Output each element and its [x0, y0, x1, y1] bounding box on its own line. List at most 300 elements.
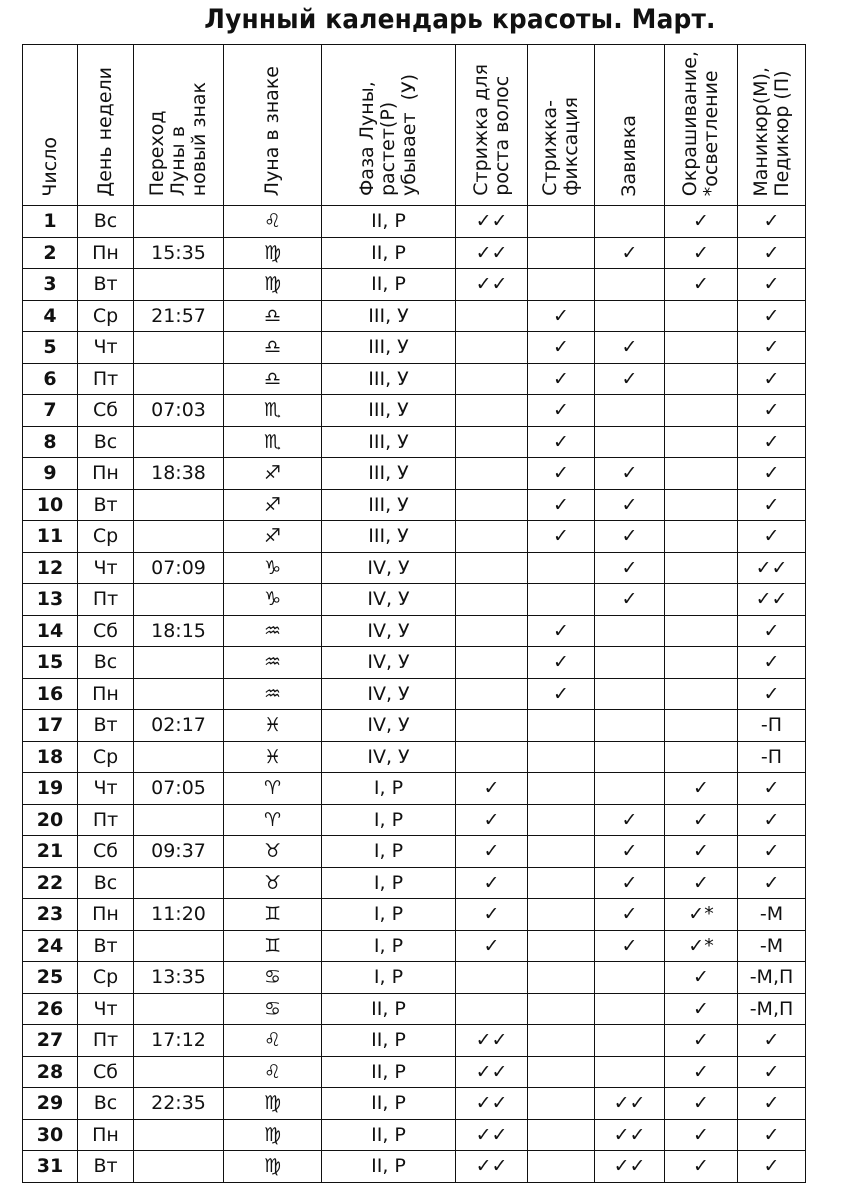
perm-mark: ✓	[595, 458, 665, 490]
manicure-mark: ✓	[738, 1088, 806, 1120]
day-number: 20	[23, 804, 78, 836]
table-row	[23, 426, 806, 458]
coloring-mark: ✓*	[665, 930, 738, 962]
day-number: 1	[23, 206, 78, 238]
perm-mark	[595, 206, 665, 238]
table-row	[23, 1056, 806, 1088]
manicure-mark: ✓	[738, 1056, 806, 1088]
coloring-mark: ✓	[665, 269, 738, 301]
growth-haircut-mark	[456, 426, 528, 458]
header-number: Число	[23, 45, 78, 206]
growth-haircut-mark	[456, 458, 528, 490]
manicure-mark: ✓	[738, 300, 806, 332]
manicure-mark: ✓	[738, 1025, 806, 1057]
zodiac-sign-icon: ♍	[224, 269, 322, 301]
perm-mark	[595, 395, 665, 427]
day-number: 28	[23, 1056, 78, 1088]
coloring-mark: ✓	[665, 1025, 738, 1057]
moon-phase: IV, У	[322, 710, 456, 742]
weekday: Пн	[78, 458, 134, 490]
weekday: Сб	[78, 836, 134, 868]
perm-mark	[595, 300, 665, 332]
day-number: 11	[23, 521, 78, 553]
moon-phase: III, У	[322, 395, 456, 427]
fixation-haircut-mark	[528, 1025, 595, 1057]
fixation-haircut-mark	[528, 269, 595, 301]
moon-phase: IV, У	[322, 615, 456, 647]
weekday: Пн	[78, 678, 134, 710]
coloring-mark	[665, 300, 738, 332]
table-row	[23, 710, 806, 742]
coloring-mark: ✓	[665, 1088, 738, 1120]
header-manicure: Маникюр(М), Педикюр (П)	[738, 45, 806, 206]
growth-haircut-mark: ✓	[456, 773, 528, 805]
table-row	[23, 458, 806, 490]
transition-time: 15:35	[134, 237, 224, 269]
perm-mark: ✓	[595, 237, 665, 269]
manicure-mark: ✓	[738, 647, 806, 679]
day-number: 3	[23, 269, 78, 301]
fixation-haircut-mark: ✓	[528, 363, 595, 395]
moon-phase: III, У	[322, 363, 456, 395]
manicure-mark: -М	[738, 930, 806, 962]
growth-haircut-mark: ✓	[456, 836, 528, 868]
transition-time	[134, 521, 224, 553]
weekday: Чт	[78, 773, 134, 805]
table-row	[23, 300, 806, 332]
manicure-mark: ✓	[738, 237, 806, 269]
growth-haircut-mark: ✓✓	[456, 206, 528, 238]
day-number: 8	[23, 426, 78, 458]
manicure-mark: -М,П	[738, 962, 806, 994]
table-row	[23, 647, 806, 679]
weekday: Вс	[78, 1088, 134, 1120]
day-number: 24	[23, 930, 78, 962]
table-row	[23, 1151, 806, 1183]
moon-phase: IV, У	[322, 647, 456, 679]
perm-mark: ✓	[595, 867, 665, 899]
transition-time	[134, 741, 224, 773]
transition-time: 17:12	[134, 1025, 224, 1057]
fixation-haircut-mark	[528, 899, 595, 931]
growth-haircut-mark: ✓	[456, 867, 528, 899]
day-number: 5	[23, 332, 78, 364]
table-row	[23, 804, 806, 836]
coloring-mark	[665, 395, 738, 427]
coloring-mark	[665, 552, 738, 584]
growth-haircut-mark: ✓	[456, 899, 528, 931]
transition-time	[134, 363, 224, 395]
perm-mark	[595, 1025, 665, 1057]
day-number: 31	[23, 1151, 78, 1183]
table-row	[23, 206, 806, 238]
growth-haircut-mark	[456, 552, 528, 584]
moon-phase: III, У	[322, 300, 456, 332]
moon-phase: I, Р	[322, 773, 456, 805]
coloring-mark: ✓	[665, 836, 738, 868]
manicure-mark: ✓	[738, 615, 806, 647]
table-row	[23, 678, 806, 710]
fixation-haircut-mark: ✓	[528, 426, 595, 458]
transition-time	[134, 804, 224, 836]
moon-phase: III, У	[322, 521, 456, 553]
manicure-mark: ✓	[738, 678, 806, 710]
coloring-mark	[665, 584, 738, 616]
zodiac-sign-icon: ♌	[224, 206, 322, 238]
zodiac-sign-icon: ♈	[224, 773, 322, 805]
table-row	[23, 552, 806, 584]
weekday: Вс	[78, 647, 134, 679]
zodiac-sign-icon: ♏	[224, 395, 322, 427]
table-body	[23, 206, 806, 1183]
growth-haircut-mark: ✓✓	[456, 1025, 528, 1057]
moon-phase: III, У	[322, 332, 456, 364]
growth-haircut-mark: ✓✓	[456, 237, 528, 269]
weekday: Чт	[78, 993, 134, 1025]
coloring-mark: ✓	[665, 962, 738, 994]
header-moon-sign: Луна в знаке	[224, 45, 322, 206]
weekday: Пн	[78, 899, 134, 931]
manicure-mark: -П	[738, 710, 806, 742]
fixation-haircut-mark: ✓	[528, 615, 595, 647]
moon-phase: II, Р	[322, 1056, 456, 1088]
moon-phase: II, Р	[322, 1088, 456, 1120]
manicure-mark: ✓	[738, 206, 806, 238]
transition-time	[134, 867, 224, 899]
manicure-mark: ✓✓	[738, 584, 806, 616]
table-row	[23, 237, 806, 269]
perm-mark: ✓	[595, 521, 665, 553]
manicure-mark: ✓	[738, 458, 806, 490]
table-row	[23, 993, 806, 1025]
day-number: 26	[23, 993, 78, 1025]
transition-time	[134, 584, 224, 616]
weekday: Вт	[78, 269, 134, 301]
weekday: Пт	[78, 804, 134, 836]
fixation-haircut-mark	[528, 962, 595, 994]
perm-mark	[595, 710, 665, 742]
coloring-mark	[665, 615, 738, 647]
fixation-haircut-mark	[528, 804, 595, 836]
moon-phase: I, Р	[322, 962, 456, 994]
zodiac-sign-icon: ♐	[224, 489, 322, 521]
coloring-mark	[665, 741, 738, 773]
fixation-haircut-mark: ✓	[528, 678, 595, 710]
manicure-mark: ✓	[738, 395, 806, 427]
table-row	[23, 584, 806, 616]
weekday: Сб	[78, 1056, 134, 1088]
header-transition: Переход Луны в новый знак	[134, 45, 224, 206]
moon-phase: I, Р	[322, 836, 456, 868]
zodiac-sign-icon: ♎	[224, 332, 322, 364]
manicure-mark: ✓	[738, 773, 806, 805]
table-row	[23, 867, 806, 899]
moon-phase: I, Р	[322, 804, 456, 836]
fixation-haircut-mark	[528, 552, 595, 584]
fixation-haircut-mark	[528, 930, 595, 962]
day-number: 21	[23, 836, 78, 868]
zodiac-sign-icon: ♉	[224, 867, 322, 899]
fixation-haircut-mark: ✓	[528, 395, 595, 427]
perm-mark	[595, 647, 665, 679]
weekday: Пт	[78, 1025, 134, 1057]
perm-mark	[595, 269, 665, 301]
manicure-mark: ✓	[738, 521, 806, 553]
coloring-mark	[665, 678, 738, 710]
coloring-mark: ✓	[665, 804, 738, 836]
transition-time	[134, 206, 224, 238]
growth-haircut-mark: ✓✓	[456, 1056, 528, 1088]
zodiac-sign-icon: ♌	[224, 1056, 322, 1088]
zodiac-sign-icon: ♒	[224, 678, 322, 710]
zodiac-sign-icon: ♐	[224, 458, 322, 490]
day-number: 29	[23, 1088, 78, 1120]
zodiac-sign-icon: ♊	[224, 930, 322, 962]
transition-time: 22:35	[134, 1088, 224, 1120]
growth-haircut-mark	[456, 615, 528, 647]
moon-phase: III, У	[322, 426, 456, 458]
moon-phase: II, Р	[322, 1025, 456, 1057]
zodiac-sign-icon: ♊	[224, 899, 322, 931]
fixation-haircut-mark: ✓	[528, 521, 595, 553]
lunar-calendar-table	[22, 44, 806, 1183]
table-row	[23, 836, 806, 868]
transition-time: 13:35	[134, 962, 224, 994]
table-row	[23, 1088, 806, 1120]
coloring-mark	[665, 647, 738, 679]
day-number: 15	[23, 647, 78, 679]
manicure-mark: -П	[738, 741, 806, 773]
moon-phase: I, Р	[322, 899, 456, 931]
transition-time	[134, 930, 224, 962]
day-number: 30	[23, 1119, 78, 1151]
header-moon-phase: Фаза Луны, растет(Р) убывает (У)	[322, 45, 456, 206]
coloring-mark	[665, 332, 738, 364]
growth-haircut-mark: ✓✓	[456, 269, 528, 301]
perm-mark	[595, 678, 665, 710]
transition-time: 07:05	[134, 773, 224, 805]
header-perm: Завивка	[595, 45, 665, 206]
manicure-mark: ✓	[738, 426, 806, 458]
moon-phase: II, Р	[322, 1119, 456, 1151]
header-fixation-haircut: Стрижка- фиксация	[528, 45, 595, 206]
fixation-haircut-mark	[528, 1088, 595, 1120]
table-row	[23, 521, 806, 553]
perm-mark: ✓	[595, 804, 665, 836]
table-row	[23, 489, 806, 521]
transition-time	[134, 269, 224, 301]
day-number: 19	[23, 773, 78, 805]
day-number: 25	[23, 962, 78, 994]
growth-haircut-mark: ✓	[456, 930, 528, 962]
transition-time: 21:57	[134, 300, 224, 332]
fixation-haircut-mark: ✓	[528, 489, 595, 521]
growth-haircut-mark	[456, 678, 528, 710]
moon-phase: II, Р	[322, 1151, 456, 1183]
zodiac-sign-icon: ♋	[224, 993, 322, 1025]
table-row	[23, 899, 806, 931]
manicure-mark: ✓	[738, 1119, 806, 1151]
page-title: Лунный календарь красоты. Март.	[204, 4, 716, 35]
day-number: 22	[23, 867, 78, 899]
fixation-haircut-mark: ✓	[528, 458, 595, 490]
coloring-mark	[665, 521, 738, 553]
transition-time	[134, 489, 224, 521]
perm-mark	[595, 615, 665, 647]
perm-mark	[595, 426, 665, 458]
day-number: 17	[23, 710, 78, 742]
weekday: Вс	[78, 426, 134, 458]
perm-mark: ✓	[595, 332, 665, 364]
fixation-haircut-mark	[528, 710, 595, 742]
perm-mark: ✓✓	[595, 1088, 665, 1120]
day-number: 10	[23, 489, 78, 521]
manicure-mark: ✓	[738, 836, 806, 868]
moon-phase: III, У	[322, 489, 456, 521]
coloring-mark: ✓	[665, 867, 738, 899]
day-number: 14	[23, 615, 78, 647]
moon-phase: IV, У	[322, 678, 456, 710]
growth-haircut-mark	[456, 962, 528, 994]
perm-mark	[595, 993, 665, 1025]
coloring-mark: ✓	[665, 993, 738, 1025]
zodiac-sign-icon: ♓	[224, 741, 322, 773]
moon-phase: IV, У	[322, 741, 456, 773]
weekday: Ср	[78, 300, 134, 332]
day-number: 9	[23, 458, 78, 490]
moon-phase: III, У	[322, 458, 456, 490]
zodiac-sign-icon: ♋	[224, 962, 322, 994]
weekday: Чт	[78, 552, 134, 584]
coloring-mark	[665, 426, 738, 458]
transition-time: 07:09	[134, 552, 224, 584]
manicure-mark: ✓	[738, 363, 806, 395]
transition-time	[134, 678, 224, 710]
perm-mark	[595, 1056, 665, 1088]
growth-haircut-mark: ✓✓	[456, 1088, 528, 1120]
table-row	[23, 1119, 806, 1151]
transition-time	[134, 1056, 224, 1088]
transition-time: 07:03	[134, 395, 224, 427]
manicure-mark: -М	[738, 899, 806, 931]
day-number: 18	[23, 741, 78, 773]
weekday: Сб	[78, 615, 134, 647]
weekday: Вс	[78, 206, 134, 238]
zodiac-sign-icon: ♍	[224, 1119, 322, 1151]
weekday: Ср	[78, 521, 134, 553]
manicure-mark: ✓✓	[738, 552, 806, 584]
fixation-haircut-mark	[528, 993, 595, 1025]
header-coloring: Окрашивание, *осветление	[665, 45, 738, 206]
header-row	[23, 45, 806, 206]
day-number: 13	[23, 584, 78, 616]
growth-haircut-mark	[456, 395, 528, 427]
growth-haircut-mark: ✓✓	[456, 1151, 528, 1183]
weekday: Пн	[78, 237, 134, 269]
fixation-haircut-mark	[528, 1119, 595, 1151]
coloring-mark: ✓	[665, 1056, 738, 1088]
day-number: 16	[23, 678, 78, 710]
table-row	[23, 930, 806, 962]
weekday: Вт	[78, 710, 134, 742]
weekday: Пн	[78, 1119, 134, 1151]
transition-time: 18:15	[134, 615, 224, 647]
manicure-mark: ✓	[738, 489, 806, 521]
weekday: Вт	[78, 1151, 134, 1183]
moon-phase: II, Р	[322, 237, 456, 269]
coloring-mark	[665, 489, 738, 521]
fixation-haircut-mark: ✓	[528, 300, 595, 332]
transition-time: 18:38	[134, 458, 224, 490]
moon-phase: I, Р	[322, 867, 456, 899]
coloring-mark: ✓	[665, 206, 738, 238]
perm-mark	[595, 773, 665, 805]
header-growth-haircut: Стрижка для роста волос	[456, 45, 528, 206]
growth-haircut-mark	[456, 489, 528, 521]
transition-time	[134, 993, 224, 1025]
table-row	[23, 615, 806, 647]
perm-mark: ✓✓	[595, 1151, 665, 1183]
transition-time: 11:20	[134, 899, 224, 931]
coloring-mark	[665, 363, 738, 395]
coloring-mark: ✓*	[665, 899, 738, 931]
zodiac-sign-icon: ♍	[224, 237, 322, 269]
perm-mark: ✓	[595, 363, 665, 395]
moon-phase: I, Р	[322, 930, 456, 962]
day-number: 6	[23, 363, 78, 395]
growth-haircut-mark	[456, 993, 528, 1025]
moon-phase: II, Р	[322, 206, 456, 238]
perm-mark	[595, 741, 665, 773]
growth-haircut-mark	[456, 332, 528, 364]
weekday: Ср	[78, 741, 134, 773]
weekday: Вс	[78, 867, 134, 899]
weekday: Вт	[78, 489, 134, 521]
fixation-haircut-mark	[528, 741, 595, 773]
fixation-haircut-mark: ✓	[528, 647, 595, 679]
coloring-mark	[665, 458, 738, 490]
table-row	[23, 332, 806, 364]
fixation-haircut-mark	[528, 1056, 595, 1088]
moon-phase: IV, У	[322, 584, 456, 616]
fixation-haircut-mark	[528, 836, 595, 868]
zodiac-sign-icon: ♑	[224, 552, 322, 584]
coloring-mark: ✓	[665, 237, 738, 269]
transition-time: 02:17	[134, 710, 224, 742]
weekday: Ср	[78, 962, 134, 994]
perm-mark: ✓	[595, 489, 665, 521]
day-number: 23	[23, 899, 78, 931]
zodiac-sign-icon: ♈	[224, 804, 322, 836]
perm-mark: ✓	[595, 552, 665, 584]
day-number: 2	[23, 237, 78, 269]
growth-haircut-mark: ✓✓	[456, 1119, 528, 1151]
perm-mark: ✓	[595, 899, 665, 931]
transition-time: 09:37	[134, 836, 224, 868]
perm-mark: ✓	[595, 584, 665, 616]
coloring-mark: ✓	[665, 1119, 738, 1151]
fixation-haircut-mark	[528, 237, 595, 269]
coloring-mark	[665, 710, 738, 742]
zodiac-sign-icon: ♑	[224, 584, 322, 616]
growth-haircut-mark	[456, 741, 528, 773]
day-number: 12	[23, 552, 78, 584]
growth-haircut-mark	[456, 521, 528, 553]
transition-time	[134, 647, 224, 679]
zodiac-sign-icon: ♎	[224, 300, 322, 332]
fixation-haircut-mark: ✓	[528, 332, 595, 364]
coloring-mark: ✓	[665, 773, 738, 805]
